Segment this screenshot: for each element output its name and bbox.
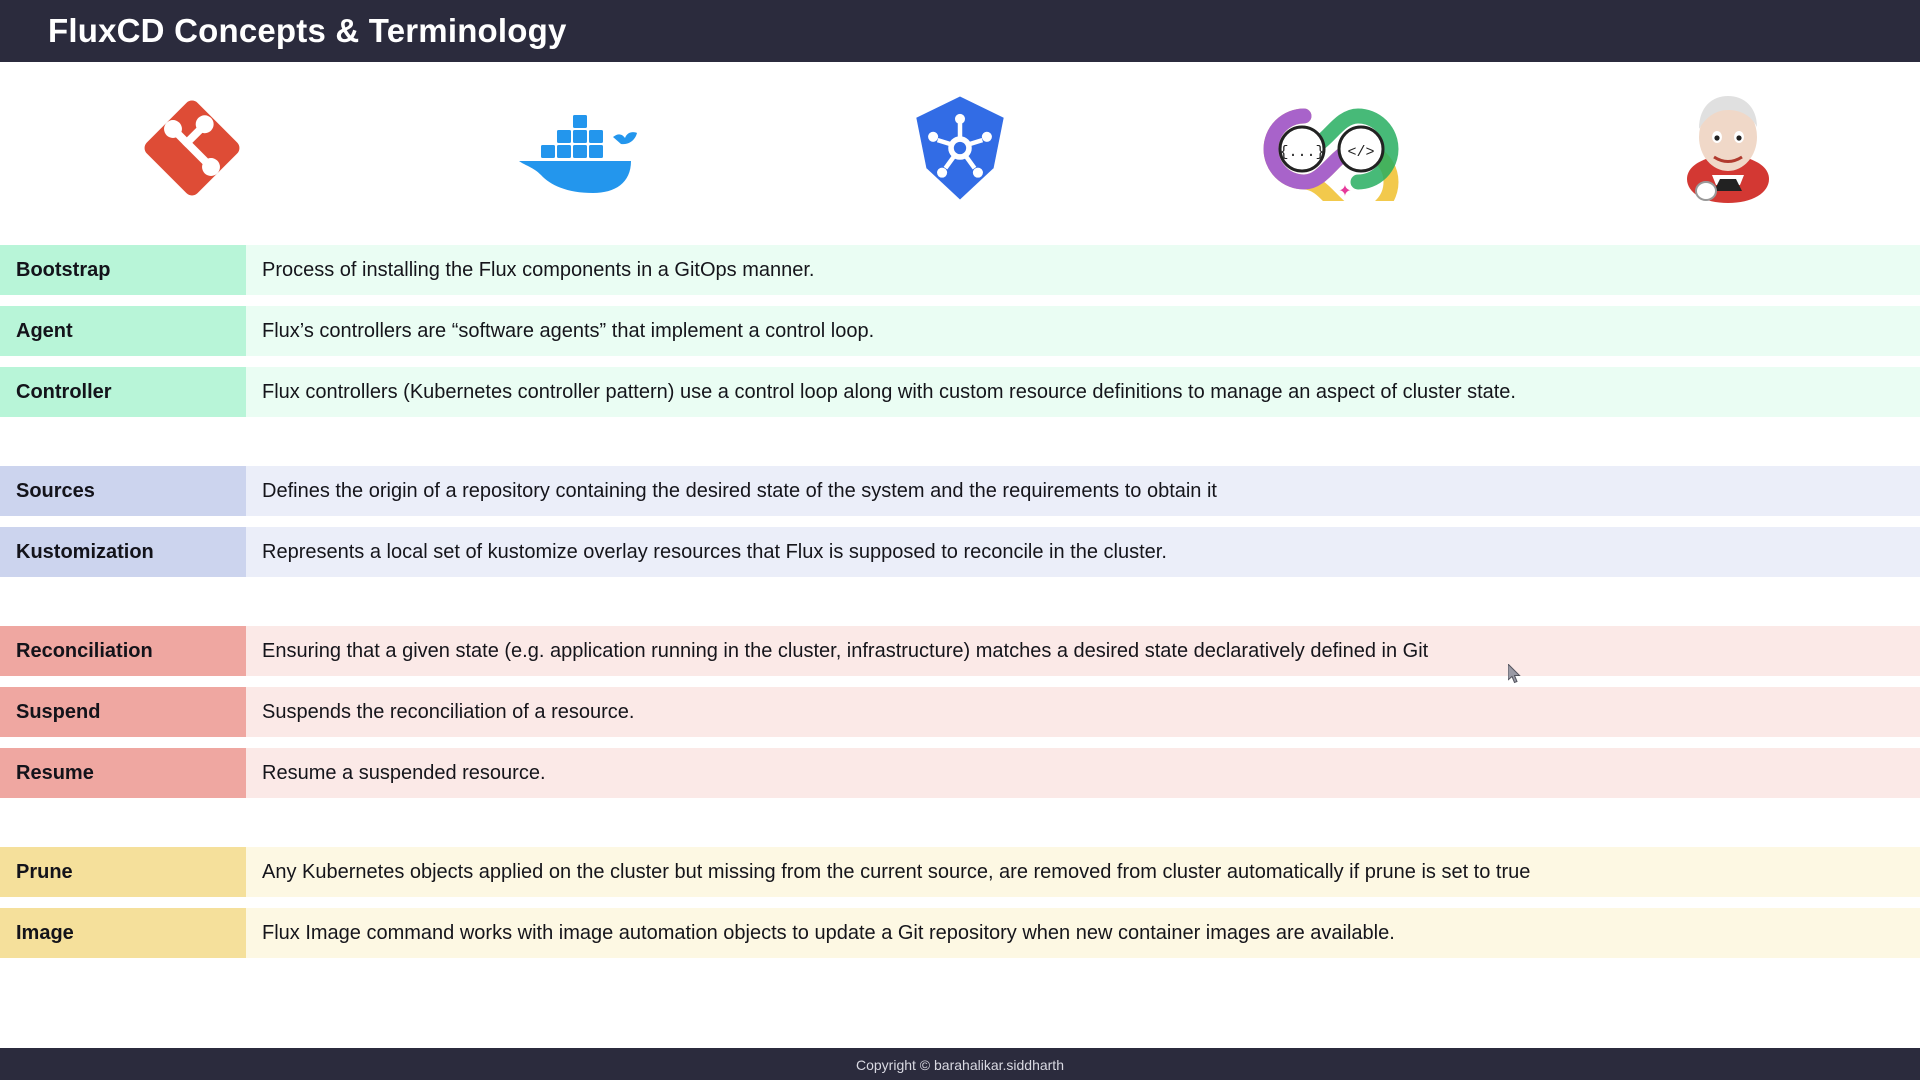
slide-footer [0, 1050, 1920, 1080]
term-cell: Kustomization [0, 527, 246, 577]
devops-infinity-logo-icon [1257, 96, 1432, 206]
svg-text:{...}: {...} [1278, 143, 1325, 161]
devops-logo-cell [1152, 62, 1536, 239]
term-cell: Image [0, 908, 246, 958]
term-table [0, 239, 1920, 1048]
table-row [0, 466, 1920, 516]
group-spacer [0, 588, 1920, 626]
copyright-text: Copyright © barahalikar.siddharth [856, 1057, 1064, 1073]
desc-cell: Represents a local set of kustomize overlay resources that Flux is supposed to reconcile in the cluster. [246, 527, 1920, 577]
svg-text:</>: </> [1346, 143, 1375, 161]
table-row [0, 626, 1920, 676]
group-spacer [0, 809, 1920, 847]
page-title: FluxCD Concepts & Terminology [48, 12, 567, 49]
desc-cell: Defines the origin of a repository containing the desired state of the system and the requirements to obtain it [246, 466, 1920, 516]
term-cell: Prune [0, 847, 246, 897]
term-cell: Suspend [0, 687, 246, 737]
desc-cell: Flux’s controllers are “software agents” that implement a control loop. [246, 306, 1920, 356]
table-row [0, 527, 1920, 577]
git-logo-cell [0, 62, 384, 239]
slide-header [0, 0, 1920, 62]
table-row [0, 908, 1920, 958]
desc-cell: Suspends the reconciliation of a resource. [246, 687, 1920, 737]
desc-cell: Process of installing the Flux components in a GitOps manner. [246, 245, 1920, 295]
table-row [0, 687, 1920, 737]
docker-logo-icon [501, 93, 651, 208]
term-cell: Resume [0, 748, 246, 798]
desc-cell: Flux Image command works with image automation objects to update a Git repository when new container images are available. [246, 908, 1920, 958]
docker-logo-cell [384, 62, 768, 239]
table-row [0, 748, 1920, 798]
term-cell: Reconciliation [0, 626, 246, 676]
term-cell: Controller [0, 367, 246, 417]
kubernetes-logo-cell [768, 62, 1152, 239]
jenkins-logo-icon [1676, 91, 1781, 211]
git-logo-icon [136, 92, 248, 209]
desc-cell: Any Kubernetes objects applied on the cluster but missing from the current source, are removed from cluster automatically if prune is set to true [246, 847, 1920, 897]
logo-strip [0, 62, 1920, 239]
table-row [0, 367, 1920, 417]
table-row [0, 245, 1920, 295]
term-cell: Agent [0, 306, 246, 356]
desc-cell: Resume a suspended resource. [246, 748, 1920, 798]
jenkins-logo-cell [1536, 62, 1920, 239]
term-cell: Sources [0, 466, 246, 516]
kubernetes-logo-icon [904, 92, 1016, 209]
desc-cell: Flux controllers (Kubernetes controller pattern) use a control loop along with custom resource definitions to manage an aspect of cluster state. [246, 367, 1920, 417]
svg-text:✦: ✦ [1337, 182, 1352, 200]
group-spacer [0, 428, 1920, 466]
table-row [0, 847, 1920, 897]
term-cell: Bootstrap [0, 245, 246, 295]
desc-cell: Ensuring that a given state (e.g. application running in the cluster, infrastructure) matches a desired state declaratively defined in Git [246, 626, 1920, 676]
table-row [0, 306, 1920, 356]
